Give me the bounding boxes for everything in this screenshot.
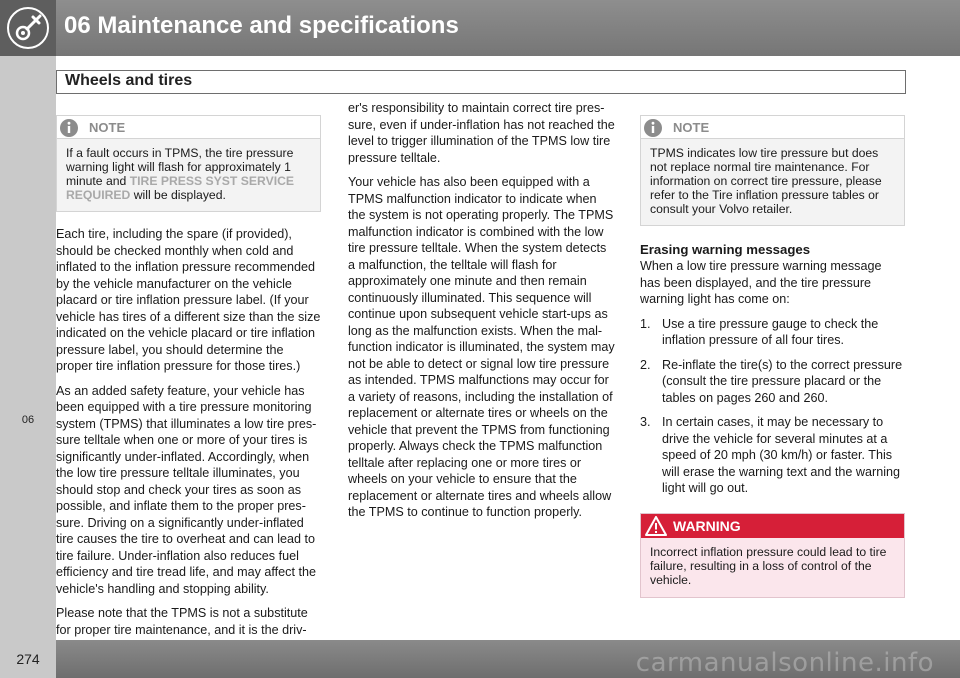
steps-list [640, 316, 905, 497]
paragraph: Each tire, including the spare (if provided), should be checked monthly when cold and inflated to the inflation pressure recommended by the vehicle manufacturer on the vehicle placard or tire inflation pressure label. (If your vehicle has tires of a different size than the size indicated on the vehicle placard or tire inflation pressure label, you should determine the proper tire inflation pressure for those tires.) [56, 227, 321, 373]
note-text: TPMS indicates low tire pressure but does not replace normal tire maintenance. For information on correct tire pressure, please refer to the Tire inflation pressure tables or consult your Volvo retailer. [650, 146, 882, 216]
watermark: carmanualsonline.info [635, 648, 934, 678]
warning-box [640, 513, 905, 598]
paragraph: Please note that the TPMS is not a substitute for proper tire maintenance, and it is the driv- [56, 606, 308, 637]
info-icon [59, 118, 79, 138]
list-item: 3. In certain cases, it may be necessary to drive the vehicle for several minutes at a speed of 20 mph (30 km/h) or faster. This will erase the warning text and the warning light will go out. [640, 415, 901, 495]
note-label: NOTE [89, 120, 126, 135]
chapter-sidebar [0, 56, 56, 640]
page-footer [0, 640, 960, 678]
column-2 [348, 100, 615, 529]
column-1 [56, 115, 321, 646]
display-message: TIRE PRESS SYST SERVICE REQUIRED [66, 174, 295, 202]
warning-triangle-icon [645, 516, 667, 536]
note-box [56, 115, 321, 212]
note-text: If a fault occurs in TPMS, the tire pressure warning light will flash for approximately 1 minute and TIRE PRESS SYST SERVICE REQUIRED will be displayed. [66, 146, 295, 202]
section-title-bar [56, 70, 906, 94]
page-number: 274 [0, 640, 56, 678]
paragraph: er's responsibility to maintain correct tire pres-sure, even if under-inflation has not reached the level to trigger illumination of the TPMS low tire pressure telltale. [348, 101, 615, 165]
paragraph: Your vehicle has also been equipped with a TPMS malfunction indicator to indicate when the system is not operating properly. The TPMS malfunction indicator is combined with the low tire pressure telltale. When the system detects a malfunction, the telltale will flash for approximately one minute and then remain continuously illuminated. This sequence will continue upon subsequent vehicle start-ups as long as the malfunction exists. When the mal-function indicator is illuminated, the system may not be able to detect or signal low tire pressure as intended. TPMS malfunctions may occur for a variety of reasons, including the installation of replacement or alternate tires or wheels on the vehicle that prevent the TPMS from functioning properly. Always check the TPMS malfunction telltale after replacing one or more tires or wheels on your vehicle to ensure that the replacement or alternate tires and wheels allow the TPMS to continue to function properly. [348, 175, 615, 519]
info-icon [643, 118, 663, 138]
warning-text: Incorrect inflation pressure could lead to tire failure, resulting in a loss of control of the vehicle. [650, 544, 887, 587]
note-box [640, 115, 905, 226]
sidebar-chapter-number: 06 [21, 414, 35, 426]
note-header [57, 116, 320, 139]
chapter-header [0, 0, 960, 56]
wrench-gear-icon [0, 0, 56, 56]
warning-label: WARNING [673, 517, 741, 534]
list-item: 2. Re-inflate the tire(s) to the correct pressure (consult the tire pressure placard or the tables on pages 260 and 260. [640, 357, 903, 405]
warning-header [641, 514, 904, 538]
paragraph: As an added safety feature, your vehicle has been equipped with a tire pressure monitoring system (TPMS) that illuminates a low tire pres-sure telltale when one or more of your tires is significantly under-inflated. Accordingly, when the low tire pressure telltale illuminates, you should stop and check your tires as soon as possible, and inflate them to the proper pres-sure. Driving on a significantly under-inflated tire causes the tire to overheat and can lead to tire failure. Under-inflation also reduces fuel efficiency and tire tread life, and may affect the vehicle's handling and stopping ability. [56, 383, 317, 596]
subheading: Erasing warning messages [640, 242, 811, 257]
note-label: NOTE [673, 120, 710, 135]
column-3 [640, 115, 905, 598]
paragraph: When a low tire pressure warning message has been displayed, and the tire pressure warning light has come on: [640, 259, 882, 306]
note-header [641, 116, 904, 139]
list-item: 1. Use a tire pressure gauge to check the inflation pressure of all four tires. [640, 316, 879, 347]
section-title: Wheels and tires [65, 72, 193, 89]
chapter-title: 06 Maintenance and specifications [64, 12, 459, 39]
